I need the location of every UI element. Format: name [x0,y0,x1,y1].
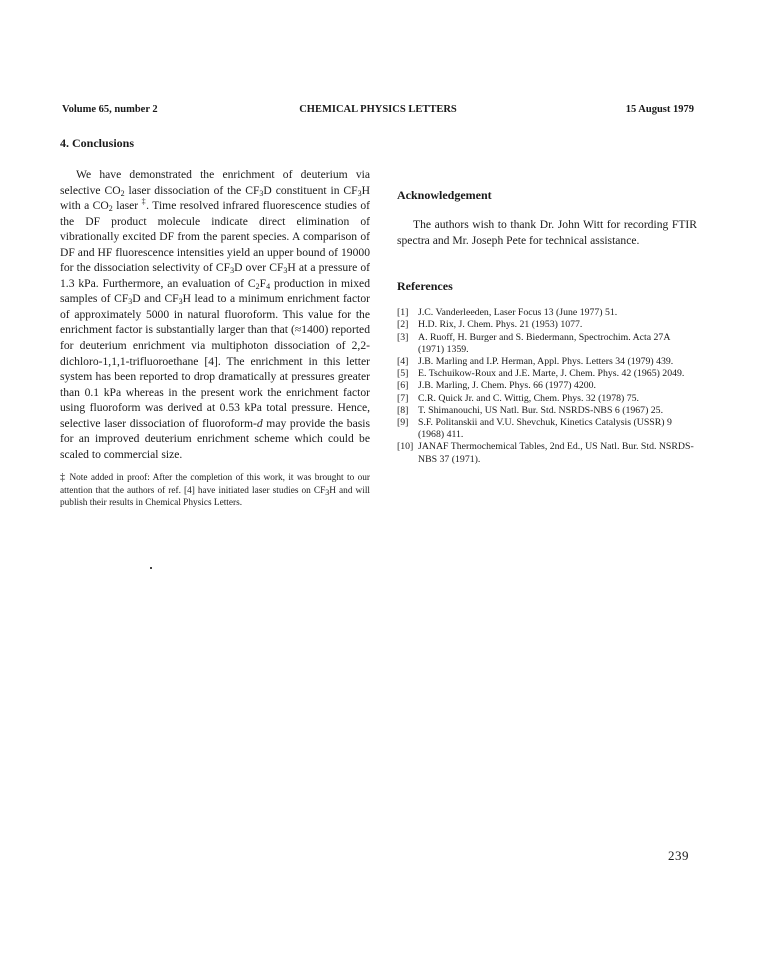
reference-text: S.F. Politanskii and V.U. Shevchuk, Kinetics Catalysis (USSR) 9 (1968) 411. [418,416,672,441]
conclusions-paragraph: We have demonstrated the enrichment of deuterium via selective $CO_2$ laser dissociation of the $CF_3D$ constituent in $CF_3H$ with a $CO_2$ laser ‡. Time resolved infrared fluorescence studies of the DF product molecule indicate direct elimination of vibrationally excited DF from the parent species. A comparison of DF and HF fluorescence intensities yield an upper bound of 19000 for the dissociation selectivity of $CF_3D$ over $CF_3H$ at a pressure of 1.3 kPa. Furthermore, an evaluation of $C_2F_4$ production in mixed samples of $CF_3D$ and $CF_3H$ lead to a minimum enrichment factor of approximately 5000 in natural fluoroform. This value for the enrichment factor is substantially larger than that (≈1400) reported for deuterium enrichment via multiphoton dissociation of 2,2-dichloro-1,1,1-trifluoroethane [4]. The enrichment in this letter system has been reported to drop dramatically at pressures greater than 0.1 kPa whereas in the present work the enrichment factor using fluoroform was derived at 0.53 kPa total pressure. Hence, selective laser dissociation of fluoroform-d may provide the basis for an improved deuterium enrichment scheme which could be scaled to commercial size. [60,168,371,461]
reference-item [397,368,697,380]
acknowledgement-heading: Acknowledgement [397,188,492,202]
reference-text: C.R. Quick Jr. and C. Wittig, Chem. Phys. 32 (1978) 75. [418,392,639,404]
reference-number: [3] [397,331,409,343]
running-head [62,104,694,120]
reference-number: [9] [397,416,409,428]
reference-item [397,441,697,465]
stray-mark [150,567,152,569]
volume-number: Volume 65, number 2 [62,104,158,115]
acknowledgement-text: The authors wish to thank Dr. John Witt for recording FTIR spectra and Mr. Joseph Pete for technical assistance. [397,218,697,247]
reference-text: T. Shimanouchi, US Natl. Bur. Std. NSRDS-NBS 6 (1967) 25. [418,404,664,416]
right-column [397,135,697,466]
reference-list [397,307,697,466]
reference-text: E. Tschuikow-Roux and J.E. Marte, J. Chem. Phys. 42 (1965) 2049. [418,368,685,380]
reference-item [397,332,697,356]
reference-number: [1] [397,307,409,319]
reference-item [397,405,697,417]
reference-item [397,356,697,368]
reference-text: JANAF Thermochemical Tables, 2nd Ed., US Natl. Bur. Std. NSRDS-NBS 37 (1971). [418,441,694,465]
reference-item [397,307,697,319]
reference-text: A. Ruoff, H. Burger and S. Biedermann, Spectrochim. Acta 27A (1971) 1359. [418,331,670,355]
reference-item [397,319,697,331]
reference-item [397,417,697,441]
reference-number: [6] [397,380,409,392]
page-number: 239 [668,848,689,863]
reference-number: [5] [397,368,409,380]
reference-number: [10] [397,441,414,453]
reference-number: [7] [397,392,409,404]
reference-item [397,393,697,405]
conclusions-heading: 4. Conclusions [60,136,135,150]
issue-date: 15 August 1979 [625,104,694,115]
reference-text: H.D. Rix, J. Chem. Phys. 21 (1953) 1077. [418,319,583,331]
reference-item [397,380,697,392]
reference-text: J.B. Marling and I.P. Herman, Appl. Phys. Letters 34 (1979) 439. [418,355,674,367]
left-column [60,135,370,510]
footnote-marker: ‡ [141,197,147,207]
journal-name: CHEMICAL PHYSICS LETTERS [299,104,457,115]
references-heading: References [397,279,453,294]
reference-number: [4] [397,355,409,367]
reference-number: [2] [397,319,409,331]
reference-number: [8] [397,404,409,416]
footnote: ‡ Note added in proof: After the completion of this work, it was brought to our attention that the authors of ref. [4] have initiated laser studies on $CF_3H$ and will publish their results in Chemical Physics Letters. [60,472,371,509]
reference-text: J.C. Vanderleeden, Laser Focus 13 (June 1977) 51. [418,307,618,319]
reference-text: J.B. Marling, J. Chem. Phys. 66 (1977) 4200. [418,380,596,392]
